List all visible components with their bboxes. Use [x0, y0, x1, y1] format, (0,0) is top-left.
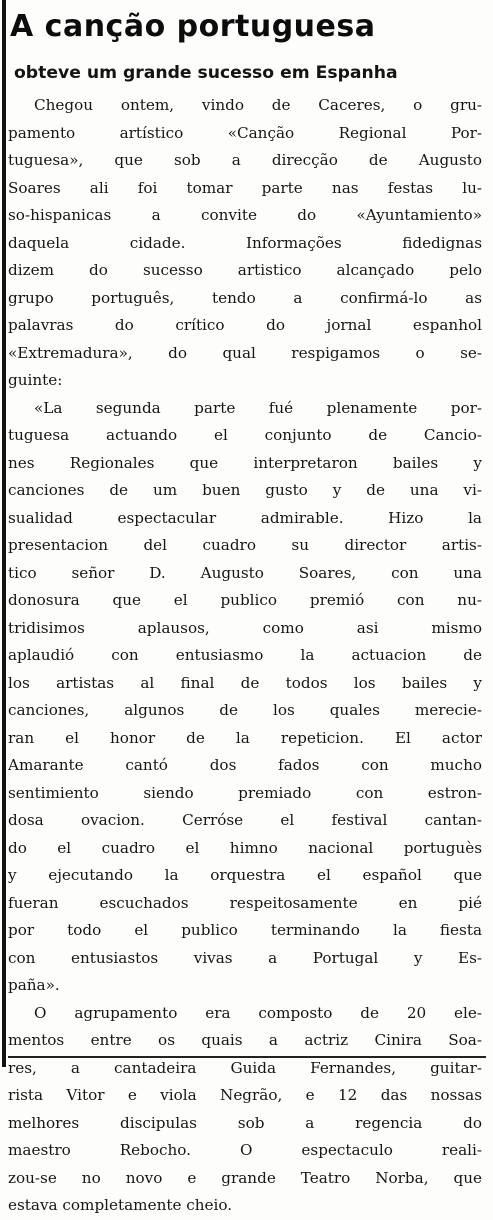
article-line: dizem do sucesso artistico alcançado pelo: [8, 261, 482, 279]
article-line: guinte:: [8, 371, 63, 389]
article-line: fueran escuchados respeitosamente en pié: [8, 893, 482, 912]
article-line: «La segunda parte fué plenamente por-: [34, 398, 482, 417]
article-line: donosura que el publico premió con nu-: [8, 591, 482, 609]
article-line: y ejecutando la orquestra el español que: [8, 866, 482, 884]
article-line: con entusiastos vivas a Portugal y Es-: [8, 948, 482, 967]
article-body: [8, 92, 482, 1220]
article-line: estava completamente cheio.: [8, 1196, 233, 1214]
subheadline: obteve um grande sucesso em Espanha: [14, 63, 398, 83]
article-line: so-hispanicas a convite do «Ayuntamiento»: [8, 206, 482, 224]
headline: A canção portuguesa: [10, 9, 376, 44]
article-line: canciones de um buen gusto y de una vi-: [8, 481, 482, 499]
article-line: por todo el publico terminando la fiesta: [8, 921, 482, 939]
column-rule-bottom: [8, 1056, 486, 1058]
article-line: grupo português, tendo a confirmá-lo as: [8, 288, 482, 307]
article-line: canciones, algunos de los quales merecie-: [8, 701, 482, 719]
article-line: rista Vitor e viola Negrão, e 12 das nossas: [8, 1086, 482, 1104]
article-line: tridisimos aplausos, como asi mismo: [8, 618, 482, 637]
article-line: paña».: [8, 976, 60, 994]
article-line: res, a cantadeira Guida Fernandes, guitar-: [8, 1058, 482, 1077]
column-rule-left: [2, 0, 6, 1067]
article-line: Amarante cantó dos fados con mucho: [8, 756, 482, 774]
article-line: zou-se no novo e grande Teatro Norba, que: [8, 1168, 482, 1187]
article-line: Soares ali foi tomar parte nas festas lu-: [8, 178, 482, 197]
article-line: pamento artístico «Canção Regional Por-: [8, 123, 482, 142]
article-line: tuguesa actuando el conjunto de Cancio-: [8, 426, 482, 444]
article-line: maestro Rebocho. O espectaculo reali-: [8, 1141, 482, 1159]
article-line: sentimiento siendo premiado con estron-: [8, 783, 482, 802]
article-line: Chegou ontem, vindo de Caceres, o gru-: [34, 96, 482, 114]
article-line: presentacion del cuadro su director artis-: [8, 536, 482, 554]
article-line: tico señor D. Augusto Soares, con una: [8, 563, 482, 582]
article-line: aplaudió con entusiasmo la actuacion de: [8, 646, 482, 664]
article-line: tuguesa», que sob a direcção de Augusto: [8, 151, 482, 169]
article-line: do el cuadro el himno nacional portuguès: [8, 838, 482, 857]
article-line: dosa ovacion. Cerróse el festival cantan-: [8, 811, 482, 829]
article-line: melhores discipulas sob a regencia do: [8, 1113, 482, 1132]
article-line: nes Regionales que interpretaron bailes y: [8, 453, 482, 472]
article-line: ran el honor de la repeticion. El actor: [8, 728, 482, 747]
article-line: mentos entre os quais a actriz Cinira Soa-: [8, 1031, 482, 1049]
article-line: los artistas al final de todos los bailes y: [8, 673, 482, 692]
article-line: «Extremadura», do qual respigamos o se-: [8, 343, 482, 362]
article-line: sualidad espectacular admirable. Hizo la: [8, 508, 482, 527]
article-line: palavras do crítico do jornal espanhol: [8, 316, 482, 334]
article-line: O agrupamento era composto de 20 ele-: [34, 1003, 482, 1022]
article-line: daquela cidade. Informações fidedignas: [8, 233, 482, 252]
